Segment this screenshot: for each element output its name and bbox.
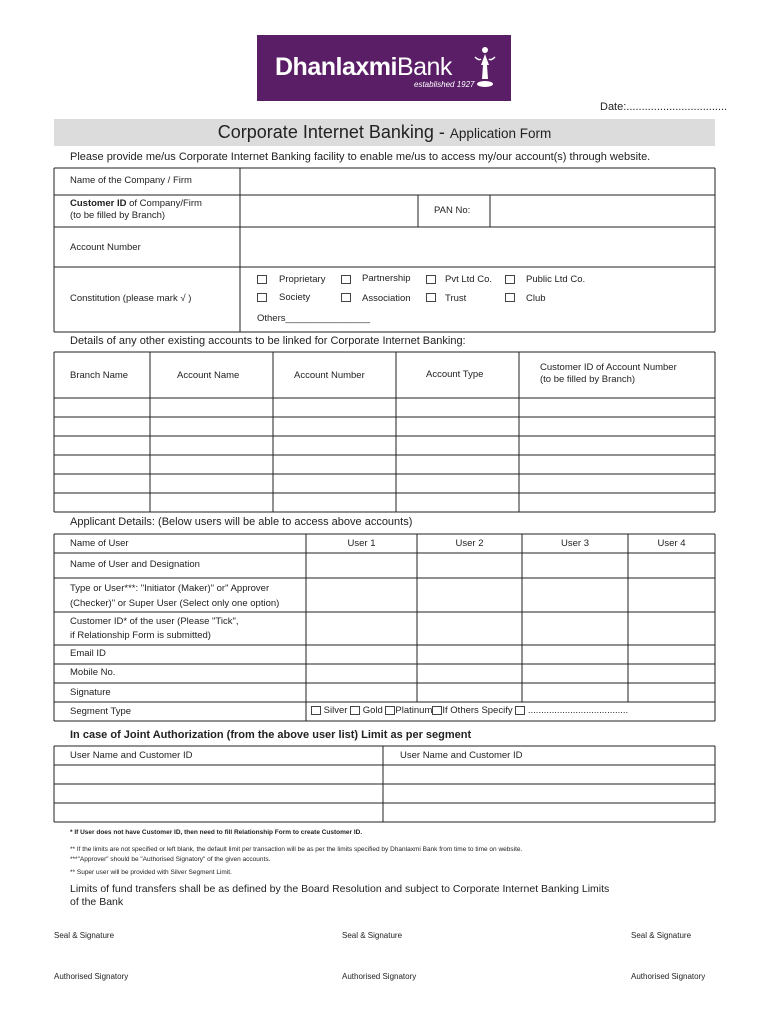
col-customer-id	[540, 362, 677, 386]
col-name-of-user: Name of User	[70, 538, 129, 549]
row-customer-id-line2: if Relationship Form is submitted)	[70, 630, 211, 641]
joint-col-2: User Name and Customer ID	[400, 750, 523, 761]
partnership-checkbox[interactable]	[341, 275, 351, 284]
trust-checkbox[interactable]	[426, 293, 436, 302]
row-customer-id-line1: Customer ID* of the user (Please "Tick",	[70, 616, 239, 627]
society-label: Society	[279, 292, 311, 303]
company-name-input[interactable]	[241, 169, 714, 194]
seal-signature-2: Seal & Signature	[342, 931, 403, 940]
row-email: Email ID	[70, 648, 106, 659]
others-specify-checkbox[interactable]	[515, 706, 525, 715]
date-field[interactable]: Date:.................................	[600, 101, 728, 113]
note-2: ** If the limits are not specified or left blank, the default limit per transaction will be as per the limits specified by Dhanlaxmi Bank from time to time on website.	[70, 846, 523, 853]
association-label: Association	[362, 293, 411, 304]
customer-id-note: (to be filled by Branch)	[70, 210, 166, 221]
public-ltd-checkbox[interactable]	[505, 275, 515, 284]
trust-label: Trust	[445, 293, 467, 304]
seal-signature-3: Seal & Signature	[631, 931, 692, 940]
joint-heading: In case of Joint Authorization (from the above user list) Limit as per segment	[70, 729, 472, 741]
logo-brand-thin: Bank	[396, 53, 452, 81]
seal-signature-1: Seal & Signature	[54, 931, 115, 940]
row-customer-id	[70, 615, 238, 643]
logo-established: established 1927	[414, 80, 475, 89]
authorised-signatory-1: Authorised Signatory	[54, 972, 129, 981]
constitution-label: Constitution (please mark √ )	[70, 293, 192, 304]
row-user-type-line1: Type or User***: "Initiator (Maker)" or" Approver	[70, 583, 270, 594]
joint-col-1: User Name and Customer ID	[70, 750, 193, 761]
club-checkbox[interactable]	[505, 293, 515, 302]
limits-text	[70, 883, 609, 909]
platinum-checkbox[interactable]	[385, 706, 395, 715]
others-checkbox[interactable]	[432, 706, 442, 715]
col-account-name: Account Name	[177, 370, 240, 381]
col-account-type: Account Type	[426, 369, 484, 380]
limits-text-line1: Limits of fund transfers shall be as defined by the Board Resolution and subject to Corporate Internet Banking Limits	[70, 883, 610, 895]
company-name-label: Name of the Company / Firm	[70, 175, 192, 186]
col-branch-name: Branch Name	[70, 370, 129, 381]
col-user-2: User 2	[455, 538, 484, 549]
authorised-signatory-2: Authorised Signatory	[342, 972, 417, 981]
others-specify-field[interactable]: ......................................	[527, 705, 629, 716]
public-ltd-label: Public Ltd Co.	[526, 274, 586, 285]
society-checkbox[interactable]	[257, 293, 267, 302]
row-name-designation: Name of User and Designation	[70, 559, 200, 570]
title-sub: Application Form	[449, 126, 552, 141]
col-customer-id-line2: (to be filled by Branch)	[540, 374, 636, 385]
gold-checkbox[interactable]	[350, 706, 360, 715]
silver-checkbox[interactable]	[311, 706, 321, 715]
linked-accounts-heading: Details of any other existing accounts to be linked for Corporate Internet Banking:	[70, 335, 466, 347]
gold-label: Gold	[362, 705, 383, 716]
row-mobile: Mobile No.	[70, 667, 116, 678]
proprietary-label: Proprietary	[279, 274, 326, 285]
note-4: ** Super user will be provided with Silver Segment Limit.	[70, 869, 232, 876]
proprietary-checkbox[interactable]	[257, 275, 267, 284]
others-specify-label: If Others Specify	[442, 705, 513, 716]
row-user-type-line2: (Checker)" or Super User (Select only one option)	[70, 598, 280, 609]
account-number-input[interactable]	[241, 228, 714, 266]
pan-input[interactable]	[491, 196, 714, 226]
col-account-number: Account Number	[294, 370, 365, 381]
partnership-label: Partnership	[362, 273, 411, 284]
customer-id-input[interactable]	[241, 196, 417, 226]
account-number-label: Account Number	[70, 242, 141, 253]
applicant-heading: Applicant Details: (Below users will be able to access above accounts)	[70, 516, 413, 528]
pvt-ltd-checkbox[interactable]	[426, 275, 436, 284]
customer-id-label	[70, 198, 202, 222]
silver-label: Silver	[323, 705, 348, 716]
customer-id-rest: of Company/Firm	[126, 198, 202, 209]
association-checkbox[interactable]	[341, 293, 351, 302]
intro-text: Please provide me/us Corporate Internet Banking facility to enable me/us to access my/our account(s) through website.	[70, 151, 651, 163]
note-3: ***"Approver" should be "Authorised Signatory" of the given accounts.	[70, 856, 271, 863]
col-user-4: User 4	[657, 538, 686, 549]
col-user-3: User 3	[561, 538, 589, 549]
row-segment-type: Segment Type	[70, 706, 132, 717]
col-user-1: User 1	[347, 538, 376, 549]
title-main: Corporate Internet Banking -	[217, 122, 450, 142]
row-user-type	[70, 581, 279, 611]
limits-text-line2: of the Bank	[70, 896, 124, 908]
platinum-label: Platinum	[395, 705, 433, 716]
pvt-ltd-label: Pvt Ltd Co.	[445, 274, 492, 285]
club-label: Club	[526, 293, 546, 304]
segment-options	[311, 705, 628, 717]
authorised-signatory-3: Authorised Signatory	[631, 972, 706, 981]
note-1: * If User does not have Customer ID, then need to fill Relationship Form to create Customer ID.	[70, 829, 363, 836]
col-customer-id-line1: Customer ID of Account Number	[540, 362, 677, 373]
pan-label: PAN No:	[434, 205, 471, 216]
logo-brand-bold: Dhanlaxmi	[275, 53, 397, 81]
others-field[interactable]: Others________________	[257, 313, 371, 324]
row-signature: Signature	[70, 687, 111, 698]
customer-id-bold: Customer ID	[70, 198, 127, 209]
